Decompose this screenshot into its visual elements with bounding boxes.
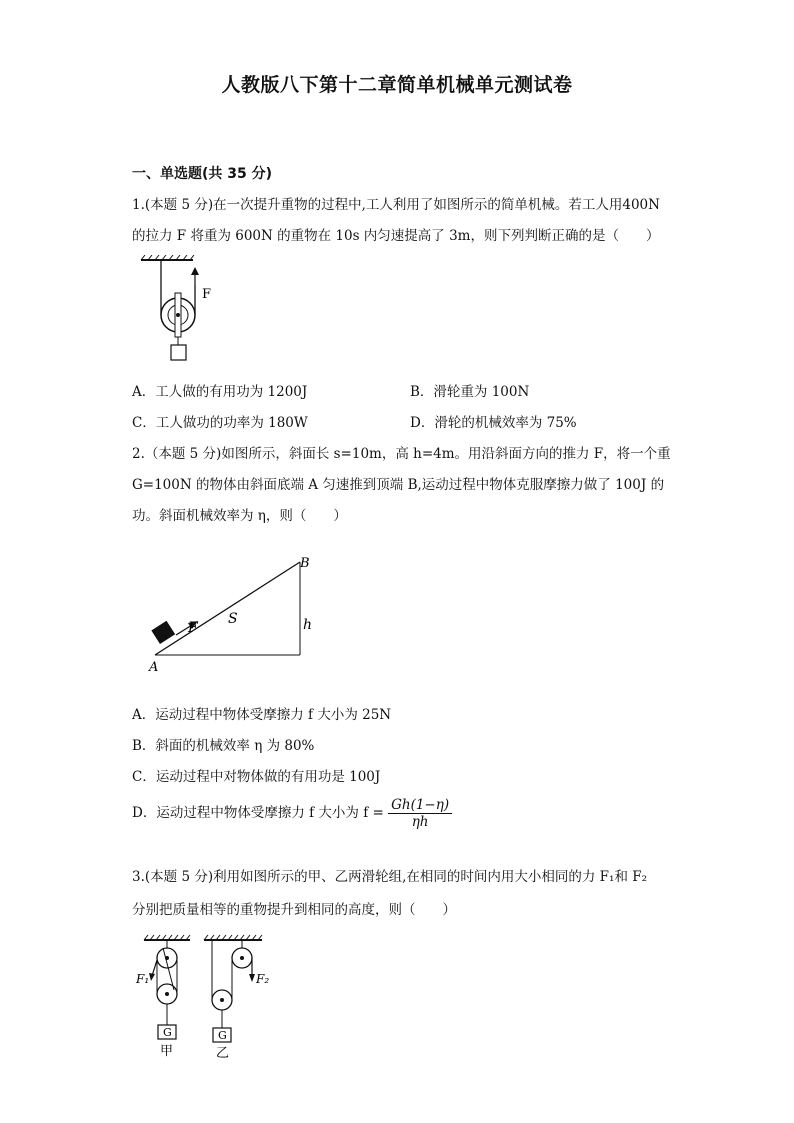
q2-text-line3: 功。斜面机械效率为 η，则（ ）: [132, 508, 347, 524]
q1-option-a[interactable]: A．工人做的有用功为 1200J: [132, 384, 308, 400]
q1-option-d[interactable]: D．滑轮的机械效率为 75%: [410, 415, 577, 431]
q2-formula-numerator: Gh(1−η): [388, 797, 452, 814]
q3-weight-label-yi: G: [218, 1029, 227, 1042]
q2-option-b[interactable]: B．斜面的机械效率 η 为 80%: [132, 738, 315, 754]
q3-label-yi: 乙: [216, 1046, 230, 1061]
q2-text-line2: G=100N 的物体由斜面底端 A 匀速推到顶端 B,运动过程中物体克服摩擦力做了 100J 的: [132, 477, 665, 493]
q3-weight-label-jia: G: [163, 1026, 172, 1039]
q3-label-jia: 甲: [160, 1044, 174, 1059]
q1-text-line1: 1.(本题 5 分)在一次提升重物的过程中,工人利用了如图所示的简单机械。若工人用400N: [132, 197, 660, 213]
q2-point-b-label: B: [300, 556, 310, 571]
q1-pulley-figure: [135, 255, 225, 365]
q1-text-line2: 的拉力 F 将重为 600N 的重物在 10s 内匀速提高了 3m，则下列判断正确的是（ ）: [132, 228, 660, 244]
q2-formula: [388, 797, 452, 830]
page-title: 人教版八下第十二章简单机械单元测试卷: [221, 74, 573, 96]
q3-force-label-f1: F₁: [136, 972, 150, 986]
q2-option-d[interactable]: [132, 797, 452, 830]
q1-option-b[interactable]: B．滑轮重为 100N: [410, 384, 530, 400]
q1-force-label: F: [202, 287, 212, 302]
q3-text-line2: 分别把质量相等的重物提升到相同的高度，则（ ）: [132, 902, 456, 918]
q2-force-label: F: [188, 620, 198, 636]
q1-option-c[interactable]: C．工人做功的功率为 180W: [132, 415, 308, 431]
q2-height-label: h: [303, 617, 313, 633]
q2-option-c[interactable]: C．运动过程中对物体做的有用功是 100J: [132, 769, 381, 785]
q2-text-line1: 2.（本题 5 分)如图所示，斜面长 s=10m，高 h=4m。用沿斜面方向的推力 F，将一个重: [132, 446, 671, 462]
q2-point-a-label: A: [149, 660, 159, 675]
q2-formula-denominator: ηh: [411, 814, 429, 830]
q2-incline-figure: [140, 550, 330, 680]
q3-force-label-f2: F₂: [256, 972, 270, 986]
q2-option-a[interactable]: A．运动过程中物体受摩擦力 f 大小为 25N: [132, 707, 392, 723]
section-heading: 一、单选题(共 35 分): [132, 166, 273, 182]
q3-pulley-groups-figure: [130, 930, 280, 1062]
q2-slope-label: S: [228, 611, 238, 627]
q2-option-d-text: D．运动过程中物体受摩擦力 f 大小为 f =: [132, 805, 384, 821]
q3-text-line1: 3.(本题 5 分)利用如图所示的甲、乙两滑轮组,在相同的时间内用大小相同的力 F₁和 F₂: [132, 869, 648, 885]
